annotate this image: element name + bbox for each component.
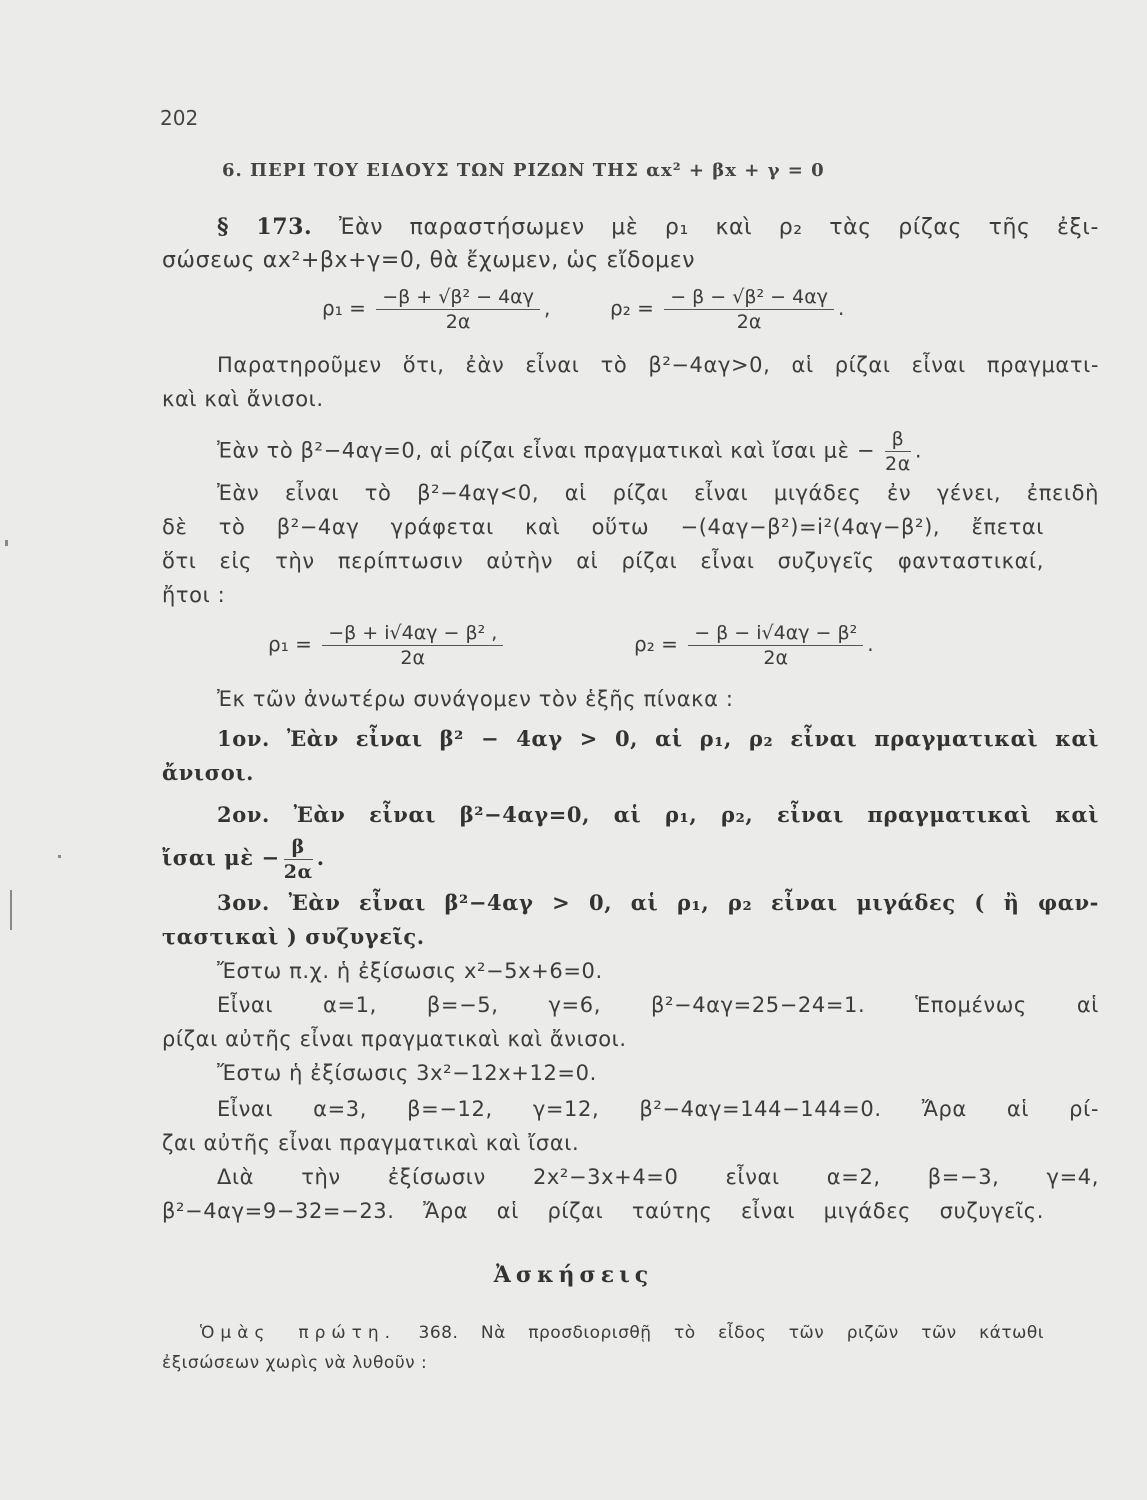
formula-lhs: ρ₁ =	[322, 296, 366, 320]
example-line: Εἶναι α=1, β=−5, γ=6, β²−4αγ=25−24=1. Ἑπομένως αἱ	[217, 993, 1099, 1017]
example-line: Ἔστω ἡ ἐξίσωσις 3x²−12x+12=0.	[217, 1061, 597, 1085]
denominator: 2α	[736, 311, 762, 333]
fraction	[664, 286, 834, 333]
paragraph-line	[162, 428, 1099, 475]
scan-mark	[58, 855, 61, 858]
example-line: Ἔστω π.χ. ἡ ἐξίσωσις x²−5x+6=0.	[217, 959, 603, 983]
paragraph-line: ἤτοι :	[162, 583, 226, 607]
paragraph-line: δὲ τὸ β²−4αγ γράφεται καὶ οὕτω −(4αγ−β²)=i²(4αγ−β²), ἔπεται	[162, 515, 1044, 539]
rule-line: 1ον. Ἐὰν εἶναι β² − 4αγ > 0, αἱ ρ₁, ρ₂ εἶναι πραγματικαὶ καὶ	[217, 726, 1099, 751]
example-line: Διὰ τὴν ἐξίσωσιν 2x²−3x+4=0 εἶναι α=2, β=−3, γ=4,	[217, 1165, 1099, 1189]
numerator: − β − √β² − 4αγ	[664, 286, 834, 310]
example-line: Εἶναι α=3, β=−12, γ=12, β²−4αγ=144−144=0. Ἄρα αἱ ρί-	[217, 1097, 1099, 1121]
fraction	[322, 622, 503, 669]
fraction	[284, 836, 313, 883]
formula-roots-complex	[268, 622, 507, 669]
paragraph-text: Ἐὰν παραστήσωμεν μὲ ρ₁ καὶ ρ₂ τὰς ρίζας τῆς ἐξι-	[312, 215, 1099, 240]
paragraph-line: ὅτι εἰς τὴν περίπτωσιν αὐτὴν αἱ ρίζαι εἶναι συζυγεῖς φανταστικαί,	[162, 549, 1044, 573]
exercise-group: Ὁμὰς πρώτη.	[200, 1323, 397, 1343]
section-number: § 173.	[217, 214, 313, 240]
paragraph-line: Ἐκ τῶν ἀνωτέρω συνάγομεν τὸν ἑξῆς πίνακα :	[217, 687, 734, 711]
numerator: β	[284, 836, 313, 860]
rule-text: ἴσαι μὲ −	[162, 845, 280, 870]
paragraph-line: καὶ καὶ ἄνισοι.	[162, 387, 324, 411]
rule-line: 2ον. Ἐὰν εἶναι β²−4αγ=0, αἱ ρ₁, ρ₂, εἶναι πραγματικαὶ καὶ	[217, 802, 1099, 827]
separator: .	[837, 296, 845, 320]
denominator: 2α	[400, 647, 426, 669]
numerator: −β + √β² − 4αγ	[376, 286, 540, 310]
scan-mark	[5, 540, 8, 546]
paragraph-line: Ἐὰν εἶναι τὸ β²−4αγ<0, αἱ ρίζαι εἶναι μιγάδες ἐν γένει, ἐπειδὴ	[217, 481, 1099, 505]
section-heading: 6. ΠΕΡΙ ΤΟΥ ΕΙΔΟΥΣ ΤΩΝ ΡΙΖΩΝ ΤΗΣ αx² + βx + γ = 0	[222, 160, 825, 181]
paragraph-line: σώσεως αx²+βx+γ=0, θὰ ἔχωμεν, ὡς εἴδομεν	[162, 248, 696, 273]
rule-line: ταστικαὶ ) συζυγεῖς.	[162, 924, 425, 949]
separator: .	[316, 845, 325, 870]
paragraph-line	[162, 210, 1099, 245]
formula-roots-complex-2	[634, 622, 874, 669]
numerator: β	[885, 428, 911, 452]
example-line: ζαι αὐτῆς εἶναι πραγματικαὶ καὶ ἴσαι.	[162, 1131, 580, 1155]
formula-lhs: ρ₂ =	[610, 296, 654, 320]
fraction	[885, 428, 911, 475]
denominator: 2α	[885, 453, 911, 475]
rule-line: ἄνισοι.	[162, 760, 255, 785]
fraction	[376, 286, 540, 333]
separator: .	[914, 438, 923, 463]
denominator: 2α	[763, 647, 789, 669]
fraction	[688, 622, 863, 669]
numerator: − β − i√4αγ − β²	[688, 622, 863, 646]
separator: ,	[543, 296, 551, 320]
paragraph-line: Παρατηροῦμεν ὅτι, ἐὰν εἶναι τὸ β²−4αγ>0, αἱ ρίζαι εἶναι πραγματι-	[217, 353, 1099, 377]
page-number: 202	[160, 106, 199, 130]
denominator: 2α	[445, 311, 471, 333]
paragraph-text: Ἐὰν τὸ β²−4αγ=0, αἱ ρίζαι εἶναι πραγματικαὶ καὶ ἴσαι μὲ −	[217, 438, 876, 463]
formula-lhs: ρ₂ =	[634, 632, 678, 656]
numerator: −β + i√4αγ − β² ,	[322, 622, 503, 646]
exercises-title: Ἀσκήσεις	[493, 1262, 654, 1288]
denominator: 2α	[283, 861, 313, 883]
exercise-line: ἐξισώσεων χωρὶς νὰ λυθοῦν :	[162, 1353, 428, 1373]
rule-line: 3ον. Ἐὰν εἶναι β²−4αγ > 0, αἱ ρ₁, ρ₂ εἶναι μιγάδες ( ἢ φαν-	[217, 890, 1099, 915]
formula-roots-real-2	[610, 286, 844, 333]
separator: .	[867, 632, 874, 656]
exercise-text: 368. Νὰ προσδιορισθῇ τὸ εἶδος τῶν ριζῶν τῶν κάτωθι	[396, 1323, 1045, 1343]
example-line: ρίζαι αὐτῆς εἶναι πραγματικαὶ καὶ ἄνισοι.	[162, 1027, 627, 1051]
rule-line	[162, 836, 1044, 883]
example-line: β²−4αγ=9−32=−23. Ἄρα αἱ ρίζαι ταύτης εἶναι μιγάδες συζυγεῖς.	[162, 1199, 1044, 1223]
formula-roots-real	[322, 286, 550, 333]
exercise-line	[162, 1318, 1044, 1348]
scan-mark	[10, 890, 12, 930]
formula-lhs: ρ₁ =	[268, 632, 312, 656]
